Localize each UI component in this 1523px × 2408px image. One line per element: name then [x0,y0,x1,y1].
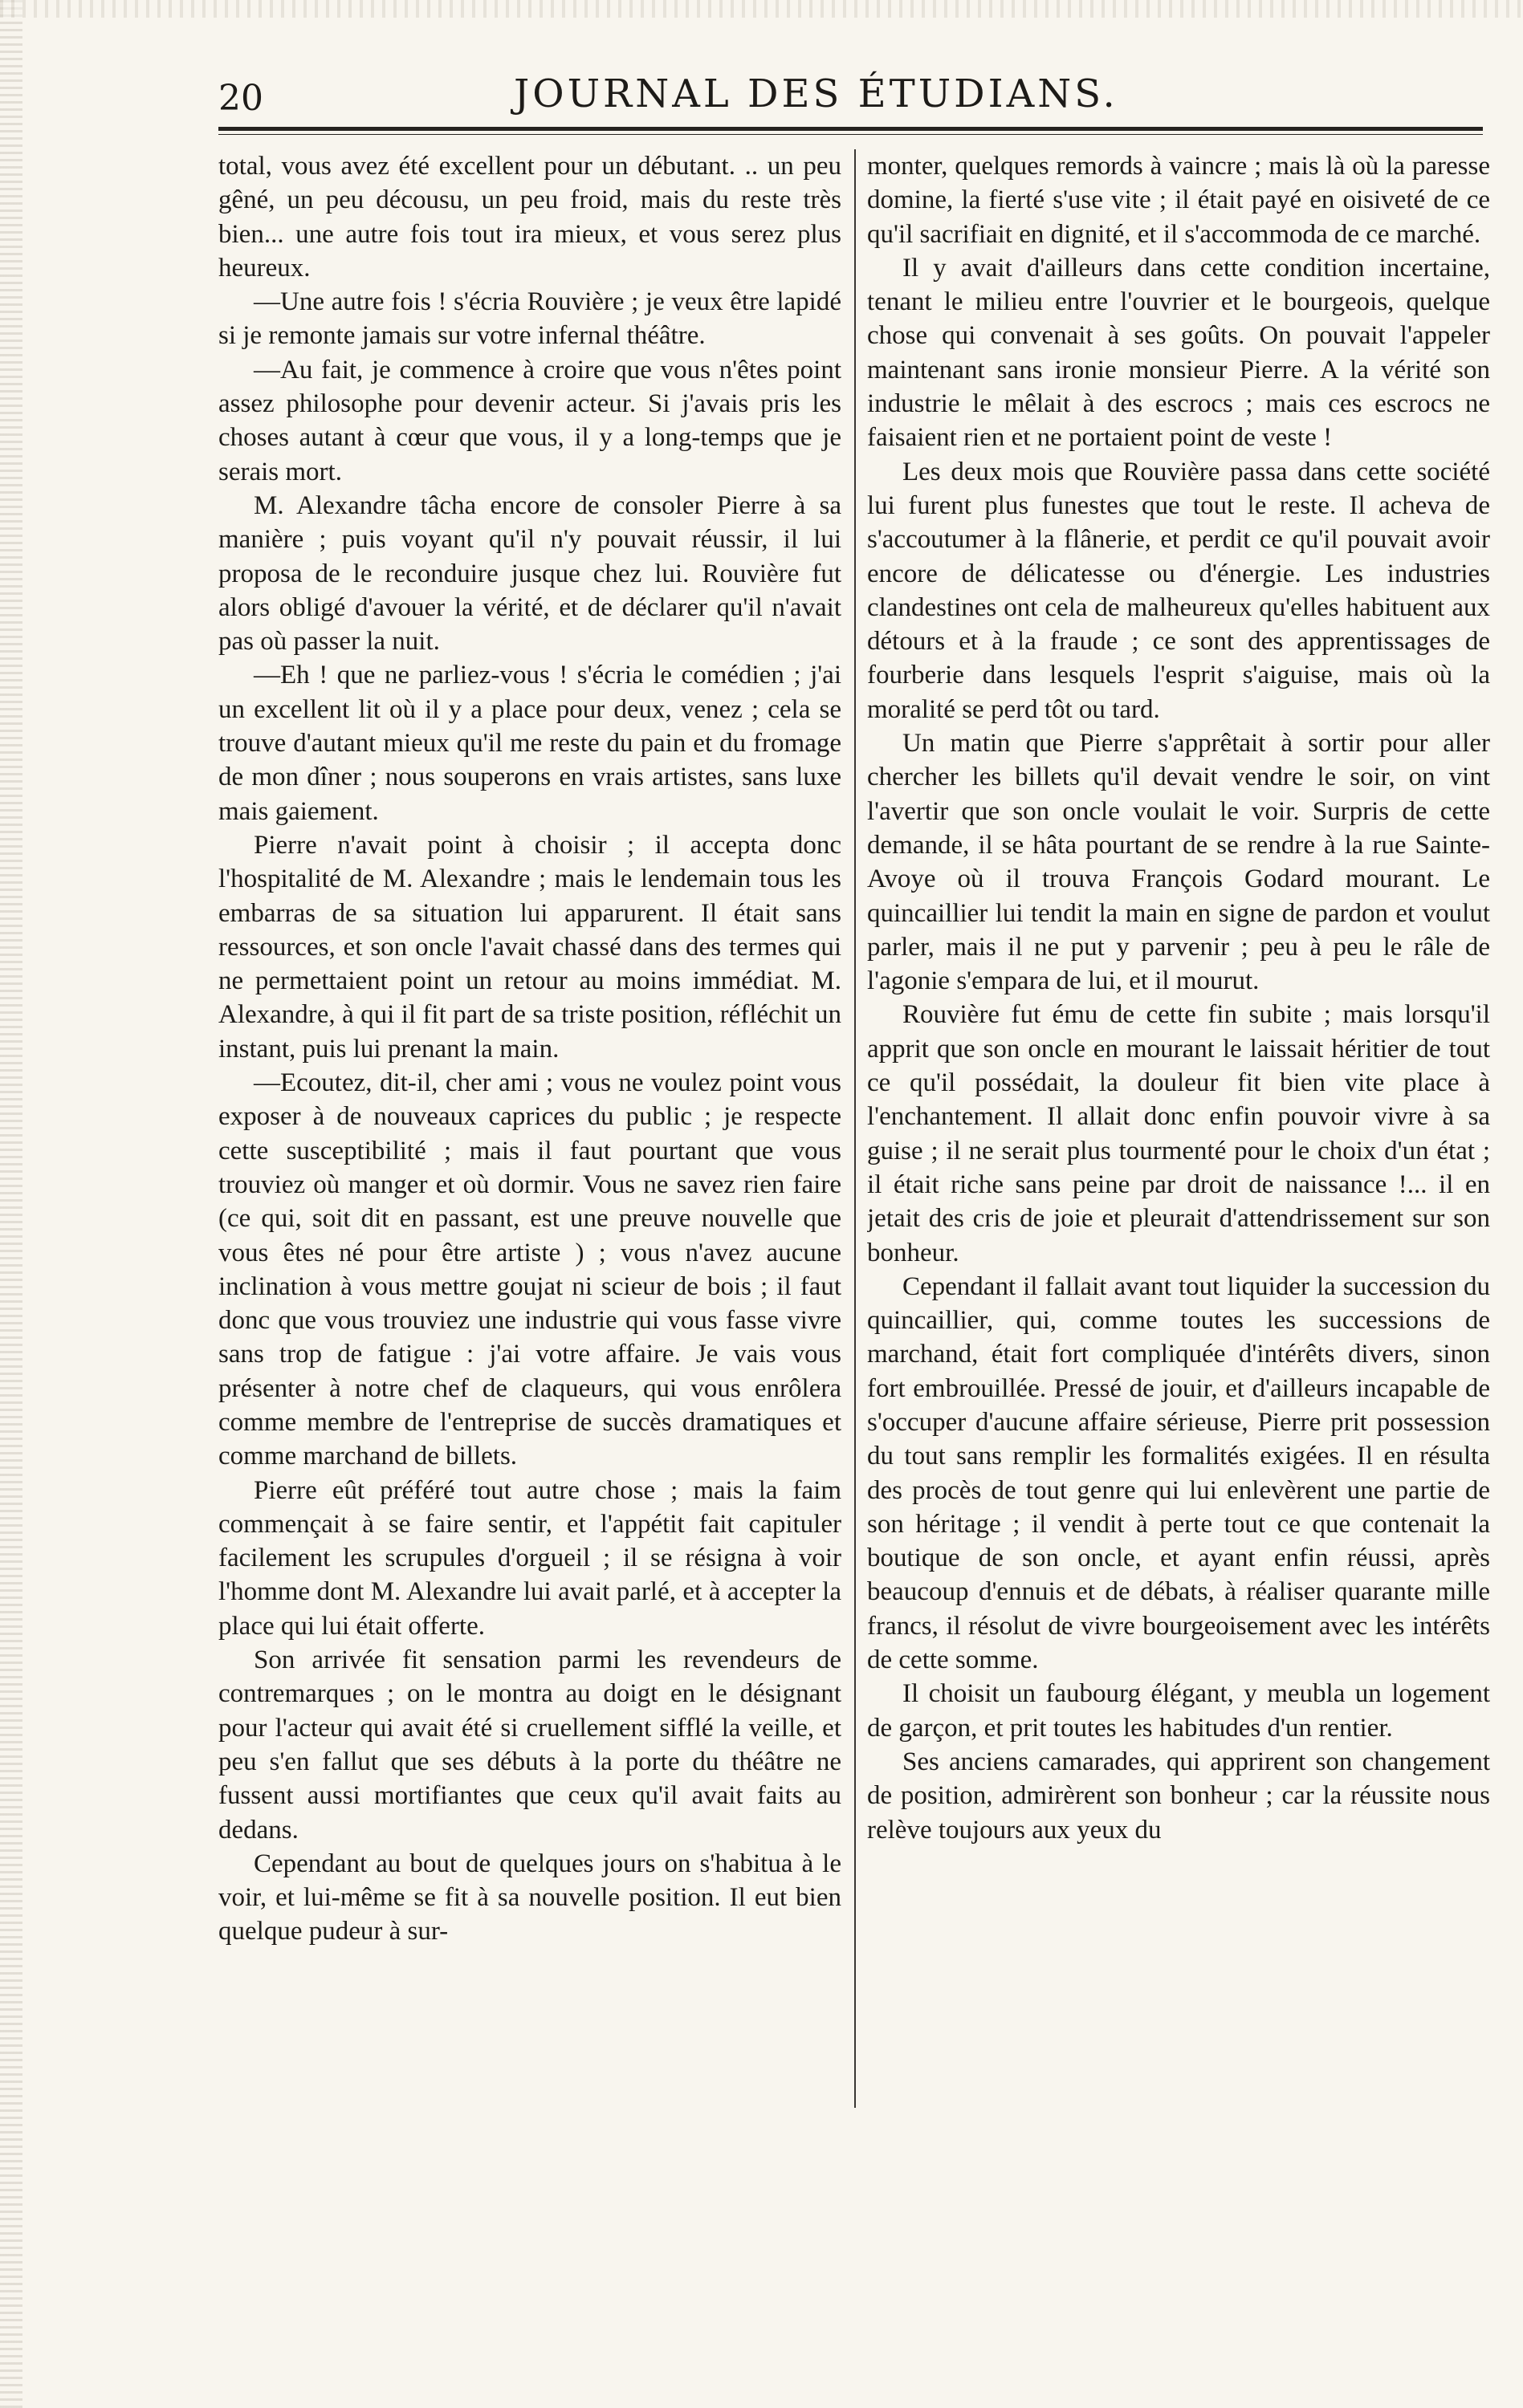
paragraph: —Une autre fois ! s'écria Rouvière ; je veux être lapidé si je remonte jamais sur votre infernal théâtre. [218,287,841,351]
paragraph: Les deux mois que Rouvière passa dans cette société lui furent plus funestes que tout le reste. Il acheva de s'accoutumer à la flânerie, et perdit ce qu'il pouvait avoir encore de délicatesse ou d'énergie. Les industries clandestines ont cela de malheureux qu'elles habituent aux détours et à la fraude ; ce sont des apprentissages de fourberie dans lesquels l'esprit s'aiguise, mais où la moralité se perd tôt ou tard. [867,457,1490,724]
column-rule [854,149,856,2108]
running-title: JOURNAL DES ÉTUDIANS. [514,71,1118,116]
header-rule [218,127,1483,131]
paragraph: Pierre n'avait point à choisir ; il accepta donc l'hospitalité de M. Alexandre ; mais le lendemain tous les embarras de sa situation lui apparurent. Il était sans ressources, et son oncle l'avait chassé dans des termes qui ne permettaient point un retour au moins immédiat. M. Alexandre, à qui il fit part de sa triste position, réfléchit un instant, puis lui prenant la main. [218,830,841,1064]
paragraph: M. Alexandre tâcha encore de consoler Pierre à sa manière ; puis voyant qu'il n'y pouvait réussir, il lui proposa de le reconduire jusque chez lui. Rouvière fut alors obligé d'avouer la vérité, et de déclarer qu'il n'avait pas où passer la nuit. [218,490,841,657]
header-rule-thin [218,134,1483,135]
paragraph: —Eh ! que ne parliez-vous ! s'écria le comédien ; j'ai un excellent lit où il y a place pour deux, venez ; cela se trouve d'autant mieux qu'il me reste du pain et du fromage de mon dîner ; nous souperons en vrais artistes, sans luxe mais gaiement. [218,661,841,826]
paragraph: Il choisit un faubourg élégant, y meubla un logement de garçon, et prit toutes les habitudes d'un rentier. [867,1679,1490,1743]
right-column [867,149,1490,2268]
paragraph: monter, quelques remords à vaincre ; mais là où la paresse domine, la fierté s'use vite ; il était payé en oisiveté de ce qu'il sacrifiait en dignité, et il s'accommoda de ce marché. [867,152,1490,249]
paragraph: Ses anciens camarades, qui apprirent son changement de position, admirèrent son bonheur ; car la réussite nous relève toujours aux yeux du [867,1747,1490,1845]
page-edge-left [0,0,22,2408]
paragraph: —Au fait, je commence à croire que vous n'êtes point assez philosophe pour devenir acteur. Si j'avais pris les choses autant à cœur que vous, il y a long-temps que je serais mort. [218,355,841,486]
page-number: 20 [218,78,263,119]
paragraph: Pierre eût préféré tout autre chose ; mais la faim commençait à se faire sentir, et l'appétit fait capituler facilement les scrupules d'orgueil ; il se résigna à voir l'homme dont M. Alexandre lui avait parlé, et à accepter la place qui lui était offerte. [218,1475,841,1641]
paragraph: Cependant il fallait avant tout liquider la succession du quincaillier, qui, comme toutes les successions de marchand, était fort compliquée d'intérêts divers, sinon fort embrouillée. Pressé de jouir, et d'ailleurs incapable de s'occuper d'aucune affaire sérieuse, Pierre prit possession du tout sans remplir les formalités exigées. Il en résulta des procès de tout genre qui lui enlevèrent une partie de son héritage ; il vendit à perte tout ce que contenait la boutique de son oncle, et ayant enfin réussi, après beaucoup d'ennuis et de débats, à réaliser quarante mille francs, il résolut de vivre bourgeoisement avec les intérêts de cette somme. [867,1271,1490,1675]
paragraph: Un matin que Pierre s'apprêtait à sortir pour aller chercher les billets qu'il devait vendre le soir, on vint l'avertir que son oncle voulait le voir. Surpris de cette demande, il se hâta pourtant de se rendre à la rue Sainte-Avoye où il trouva François Godard mourant. Le quincaillier lui tendit la main en signe de pardon et voulut parler, mais il ne put y parvenir ; peu à peu le râle de l'agonie s'empara de lui, et il mourut. [867,729,1490,996]
paragraph: Il y avait d'ailleurs dans cette condition incertaine, tenant le milieu entre l'ouvrier et le bourgeois, quelque chose qui convenait à ses goûts. On pouvait l'appeler maintenant sans ironie monsieur Pierre. A la vérité son industrie le mêlait à des escrocs ; mais ces escrocs ne faisaient rien et ne portaient point de veste ! [867,253,1490,453]
paragraph: Cependant au bout de quelques jours on s'habitua à le voir, et lui-même se fit à sa nouvelle position. Il eut bien quelque pudeur à sur- [218,1849,841,1946]
paragraph: —Ecoutez, dit-il, cher ami ; vous ne voulez point vous exposer à de nouveaux caprices du public ; je respecte cette susceptibilité ; mais il faut pourtant que vous trouviez où manger et où dormir. Vous ne savez rien faire (ce qui, soit dit en passant, est une preuve nouvelle que vous êtes né pour être artiste ) ; vous n'avez aucune inclination à vous mettre goujat ni scieur de bois ; il faut donc que vous trouviez une industrie qui vous fasse vivre sans trop de fatigue : j'ai votre affaire. Je vais vous présenter à notre chef de claqueurs, qui vous enrôlera comme membre de l'entreprise de succès dramatiques et comme marchand de billets. [218,1068,841,1471]
paragraph: total, vous avez été excellent pour un débutant. .. un peu gêné, un peu décousu, un peu froid, mais du reste très bien... une autre fois tout ira mieux, et vous serez plus heureux. [218,152,841,283]
paragraph: Son arrivée fit sensation parmi les revendeurs de contremarques ; on le montra au doigt en le désignant pour l'acteur qui avait été si cruellement sifflé la veille, et peu s'en fallut que ses débuts à la porte du théâtre ne fussent aussi mortifiantes que ceux qu'il avait faits au dedans. [218,1645,841,1845]
left-column [218,149,841,2268]
page-edge-top [0,0,1523,18]
paragraph: Rouvière fut ému de cette fin subite ; mais lorsqu'il apprit que son oncle en mourant le laissait héritier de tout ce qu'il possédait, la douleur fit bien vite place à l'enchantement. Il allait donc enfin pouvoir vivre à sa guise ; il ne serait plus tourmenté pour le choix d'un état ; il était riche sans peine par droit de naissance !... il en jetait des cris de joie et pleurait d'attendrissement sur son bonheur. [867,1000,1490,1267]
